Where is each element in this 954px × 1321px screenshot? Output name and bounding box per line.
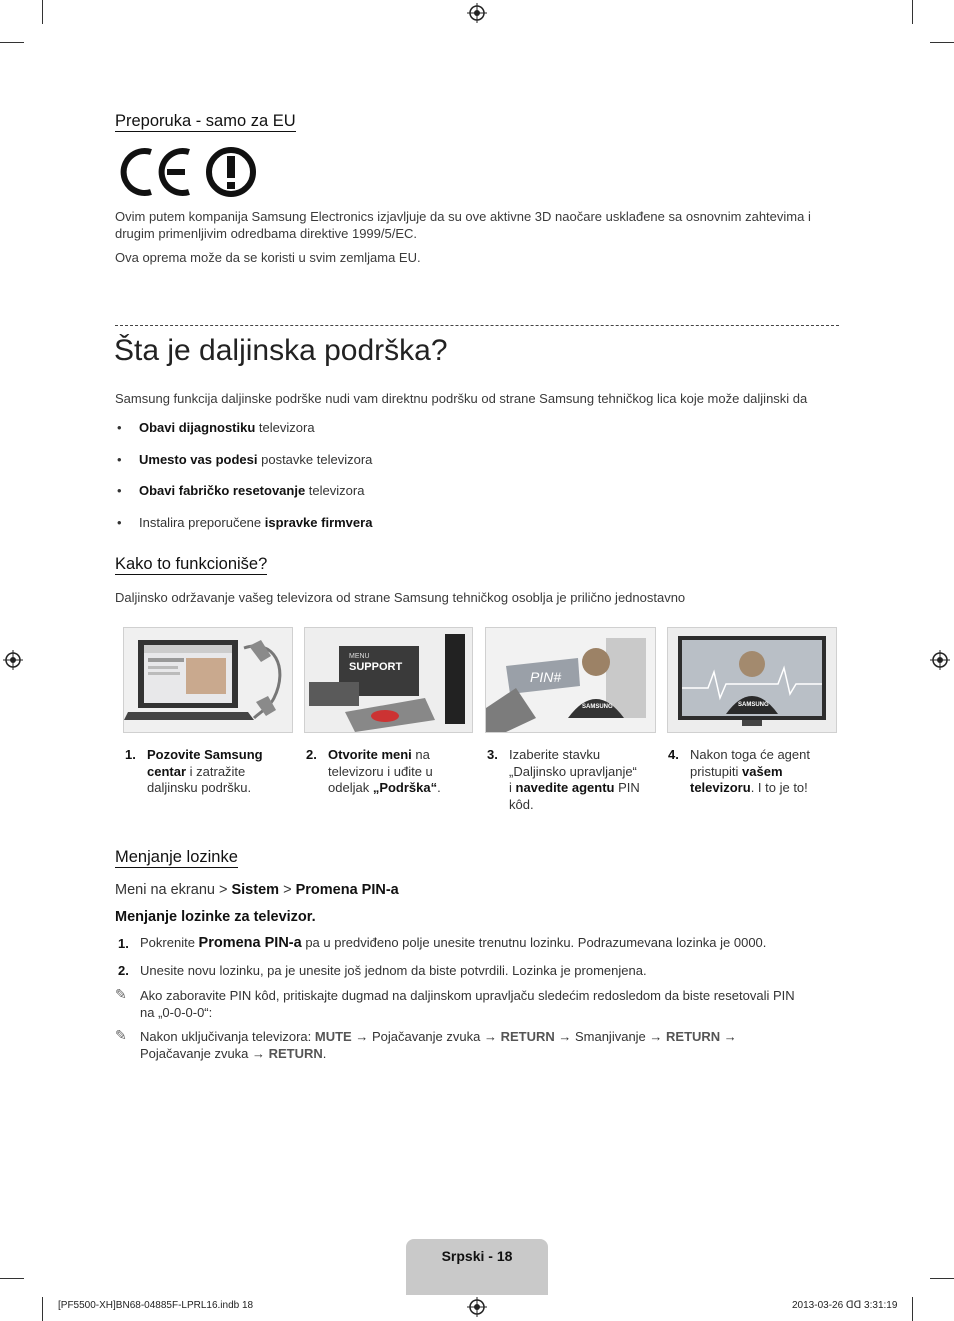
crop-mark	[0, 1278, 24, 1279]
item-number: 1.	[118, 936, 129, 951]
note-reset-pin: Ako zaboravite PIN kôd, pritiskajte dugmad na daljinskom upravljaču sledećim redosledom da biste resetovali PIN na „0-0-0-0“:	[140, 988, 795, 1020]
menu-path: Meni na ekranu > Sistem > Promena PIN-a	[115, 882, 399, 898]
item-number: 2.	[118, 963, 129, 978]
instruction-1: Pokrenite Promena PIN-a pa u predviđeno polje unesite trenutnu lozinku. Podrazumevana lozinka je 0000.	[140, 935, 767, 951]
instruction-2: Unesite novu lozinku, pa je unesite još jednom da biste potvrdili. Lozinka je promenjena.	[140, 963, 647, 978]
crop-mark	[42, 1297, 43, 1321]
intro-paragraph: Samsung funkcija daljinske podrške nudi vam direktnu podršku od strane Samsung tehničkog lica koje može daljinski da	[115, 391, 808, 406]
agent-pin-image	[485, 627, 656, 733]
how-it-works-heading: Kako to funkcioniše?	[115, 555, 268, 573]
support-label: SUPPORT	[349, 661, 403, 673]
list-item: • Obavi dijagnostiku televizora	[117, 420, 315, 435]
page-number: Srpski - 18	[441, 1248, 513, 1264]
crop-mark	[912, 1297, 913, 1321]
date-slug: 2013-03-26 ꓷꓷ 3:31:19	[792, 1300, 898, 1311]
eu-recommendation-heading: Preporuka - samo za EU	[115, 112, 296, 130]
brand-label: SAMSUNG	[582, 704, 613, 710]
tv-agent-image	[667, 627, 837, 733]
crop-mark	[0, 42, 24, 43]
pin-label: PIN#	[530, 669, 562, 685]
list-item: • Instalira preporučene ispravke firmvera	[117, 515, 373, 530]
crop-mark	[42, 0, 43, 24]
declaration-paragraph: Ovim putem kompanija Samsung Electronics izjavljuje da su ove aktivne 3D naočare usklađene sa osnovnim zahtevima i drugim primenljivim odredbama direktive 1999/5/EC.	[115, 209, 811, 241]
section-divider	[115, 325, 839, 326]
brand-label: SAMSUNG	[738, 702, 769, 708]
page-number-tab	[406, 1239, 548, 1295]
menu-label: MENU	[349, 653, 370, 660]
list-item: • Umesto vas podesi postavke televizora	[117, 452, 373, 467]
crop-mark	[930, 1278, 954, 1279]
registration-mark-icon	[930, 650, 950, 670]
page-title: Šta je daljinska podrška?	[114, 334, 448, 367]
ce-mark-icon	[115, 146, 195, 198]
list-item: • Obavi fabričko resetovanje televizora	[117, 483, 365, 498]
file-slug: [PF5500-XH]BN68-04885F-LPRL16.indb 18	[58, 1300, 254, 1311]
eu-usage-paragraph: Ova oprema može da se koristi u svim zemljama EU.	[115, 250, 421, 265]
pencil-note-icon: ✎	[115, 986, 127, 1002]
pencil-note-icon: ✎	[115, 1027, 127, 1043]
registration-mark-icon	[467, 3, 487, 23]
laptop-phone-image	[123, 627, 293, 733]
menu-support-image	[304, 627, 473, 733]
crop-mark	[912, 0, 913, 24]
note-key-sequence: Nakon uključivanja televizora: MUTE → Pojačavanje zvuka → RETURN → Smanjivanje → RETURN → Pojačavanje zvuka → RETURN.	[140, 1029, 737, 1061]
change-password-heading: Menjanje lozinke	[115, 848, 238, 866]
how-it-works-text: Daljinsko održavanje vašeg televizora od strane Samsung tehničkog osoblja je prilično jednostavno	[115, 590, 686, 605]
registration-mark-icon	[467, 1297, 487, 1317]
registration-mark-icon	[3, 650, 23, 670]
crop-mark	[930, 42, 954, 43]
alert-mark-icon	[204, 146, 258, 198]
change-password-subheading: Menjanje lozinke za televizor.	[115, 909, 316, 925]
